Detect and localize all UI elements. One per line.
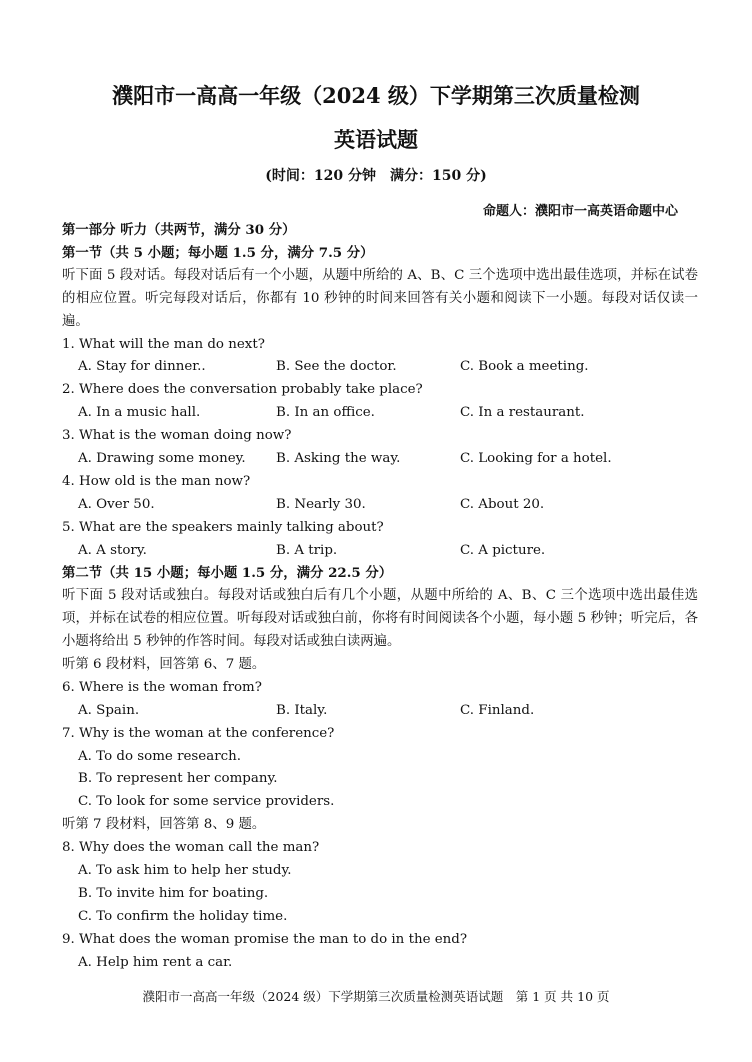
section2-heading: 第二节（共 15 小题；每小题 1.5 分，满分 22.5 分）: [62, 565, 393, 582]
option-b: B. Asking the way.: [276, 450, 401, 466]
option-b: B. To represent her company.: [78, 771, 278, 787]
options-3: [62, 448, 698, 471]
option-b: B. Italy.: [276, 702, 328, 718]
option-b: B. A trip.: [276, 542, 338, 558]
exam-meta: (时间：120 分钟 满分：150 分): [265, 168, 487, 184]
exam-subtitle: 英语试题: [334, 127, 418, 152]
option-b: B. To invite him for boating.: [78, 885, 269, 901]
question-1: 1. What will the man do next?: [62, 336, 265, 352]
exam-author: 命题人：濮阳市一高英语命题中心: [482, 204, 678, 219]
question-3: 3. What is the woman doing now?: [62, 428, 292, 444]
options-6: [62, 700, 698, 723]
section1-heading: 第一节（共 5 小题；每小题 1.5 分，满分 7.5 分）: [62, 244, 374, 261]
options-4: [62, 494, 698, 517]
option-a: A. In a music hall.: [78, 405, 201, 421]
question-5: 5. What are the speakers mainly talking about?: [62, 519, 384, 535]
question-9: 9. What does the woman promise the man to do in the end?: [62, 931, 468, 947]
option-b: B. In an office.: [276, 405, 375, 421]
option-b: B. See the doctor.: [276, 359, 397, 375]
option-c: C. To look for some service providers.: [78, 794, 335, 810]
option-c: C. Finland.: [460, 702, 535, 718]
option-c: C. About 20.: [460, 496, 545, 512]
exam-content: [62, 219, 698, 974]
group-7-label: 听第 7 段材料，回答第 8、9 题。: [62, 817, 266, 833]
part1-heading: 第一部分 听力（共两节，满分 30 分）: [62, 222, 296, 238]
option-c: C. To confirm the holiday time.: [78, 908, 288, 924]
question-4: 4. How old is the man now?: [62, 473, 251, 489]
option-c: C. Book a meeting.: [460, 359, 589, 375]
option-c: C. A picture.: [460, 542, 546, 558]
option-a: A. Drawing some money.: [78, 450, 246, 466]
options-2: [62, 402, 698, 425]
option-a: A. To ask him to help her study.: [78, 863, 292, 879]
option-a: A. Help him rent a car.: [78, 954, 233, 970]
option-a: A. A story.: [78, 542, 147, 558]
option-a: A. To do some research.: [78, 748, 241, 764]
exam-title: 濮阳市一高高一年级（2024 级）下学期第三次质量检测: [112, 83, 640, 108]
question-2: 2. Where does the conversation probably take place?: [62, 382, 423, 398]
options-1: [62, 356, 698, 379]
option-a: A. Stay for dinner..: [78, 359, 206, 375]
section1-instructions: 听下面 5 段对话。每段对话后有一个小题，从题中所给的 A、B、C 三个选项中选出最佳选项，并标在试卷的相应位置。听完每段对话后，你都有 10 秒钟的时间来回答有关小题和阅读下一小题。每段对话仅读一遍。: [62, 267, 698, 329]
page-footer: 濮阳市一高高一年级（2024 级）下学期第三次质量检测英语试题 第 1 页 共 10 页: [142, 989, 610, 1004]
question-7: 7. Why is the woman at the conference?: [62, 725, 335, 741]
option-a: A. Over 50.: [78, 496, 155, 512]
question-6: 6. Where is the woman from?: [62, 679, 262, 695]
option-b: B. Nearly 30.: [276, 496, 366, 512]
options-5: [62, 540, 698, 563]
option-c: C. Looking for a hotel.: [460, 450, 612, 466]
option-c: C. In a restaurant.: [460, 405, 585, 421]
section2-instructions: 听下面 5 段对话或独白。每段对话或独白后有几个小题，从题中所给的 A、B、C 三个选项中选出最佳选项，并标在试卷的相应位置。听每段对话或独白前，你将有时间阅读各个小题，每小题 5 秒钟；听完后，各小题将给出 5 秒钟的作答时间。每段对话或独白读两遍。: [62, 588, 698, 650]
group-6-label: 听第 6 段材料，回答第 6、7 题。: [62, 657, 266, 673]
option-a: A. Spain.: [78, 702, 140, 718]
question-8: 8. Why does the woman call the man?: [62, 840, 320, 856]
